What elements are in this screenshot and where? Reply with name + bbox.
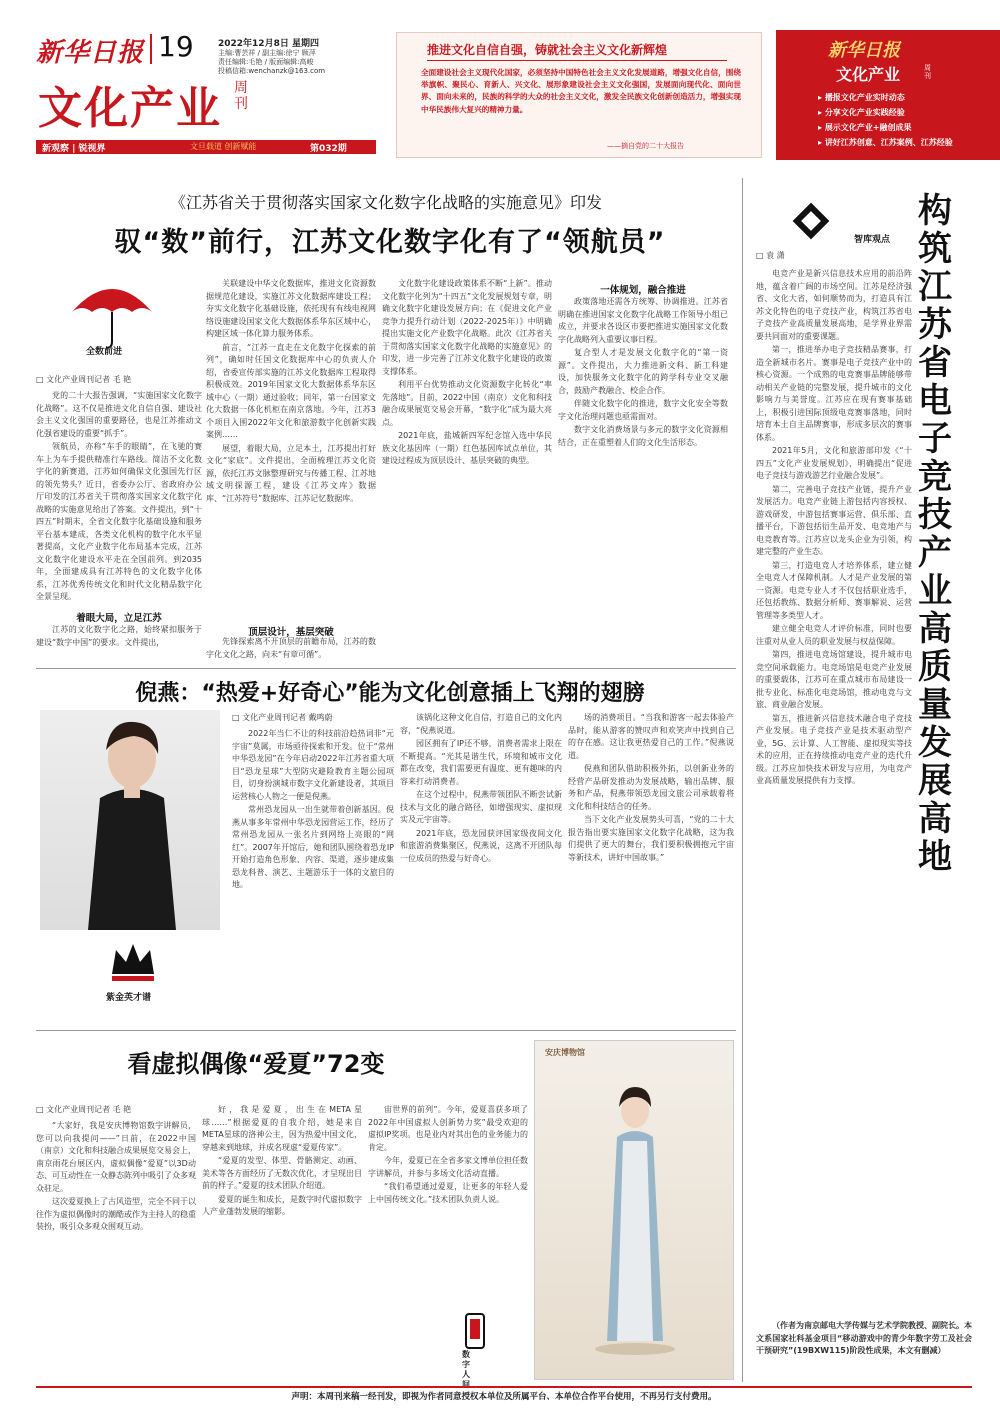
section-bar-left: 新观察 | 锐视界 <box>42 144 106 154</box>
editor-1: 主编:曹芸祥 / 副主编:徐宁 顾萍 <box>218 49 316 57</box>
article2-col1 <box>232 728 394 1020</box>
article3-byline: □ 文化产业周刊记者 毛 艳 <box>36 1105 132 1114</box>
paragraph: 数字文化消费场景与多元的数字文化资源相结合，正在重塑着人们的文化生活形态。 <box>558 425 728 447</box>
article1-col4 <box>558 296 728 662</box>
paragraph: 这次爱夏换上了古风造型，完全不同于以往作为虚拟偶像时的潮酷或作为主持人的稳重装扮，吸引众多观众围观互动。 <box>36 1197 196 1231</box>
article3-col2 <box>202 1104 362 1382</box>
issue-number: 第032期 <box>310 144 347 154</box>
paragraph: 党的二十大报告强调，“实施国家文化数字化战略”。这不仅是推进文化自信自强、建设社会主义文化强国的重要路径，也是江苏推动文化强省建设的重要“抓手”。 <box>36 391 202 438</box>
article1-kicker: 《江苏省关于贯彻落实国家文化数字化战略的实施意见》印发 <box>169 193 602 212</box>
article1-headline: 驭“数”前行，江苏文化数字化有了“领航员” <box>114 227 666 258</box>
section-suffix: 周刊 <box>234 80 248 112</box>
page-number: 19 <box>158 30 194 63</box>
article1-col3 <box>382 278 552 662</box>
paragraph: 该锅化这种文化自信，打造自己的文化内容，“倪燕说道。 <box>400 713 562 735</box>
paragraph: “爱夏的发型、体型、骨骼测定、动画、美术等各方面经历了无数次优化，才呈现出目前的样子。”爱夏的技术团队介绍道。 <box>202 1156 362 1190</box>
paragraph: 第二，完善电子竞技产业链，提升产业发展活力。电竞产业链上游包括内容授权、游戏研发，中游包括赛事运营、俱乐部、直播平台，下游包括衍生品开发、电竞地产与电竞教育等。江苏应以龙头企业为引领，构建完整的产业生态。 <box>756 484 912 556</box>
op-body <box>756 268 912 1308</box>
section-title: 文化产业 <box>38 83 222 134</box>
article1-col1 <box>36 390 202 606</box>
paragraph: 在这个过程中，倪燕带领团队不断尝试新技术与文化的融合路径，如增强现实、虚拟现实及元宇宙等。 <box>400 790 562 824</box>
portrait-photo <box>40 710 220 930</box>
banner-source: ——摘自党的二十大报告 <box>607 142 684 150</box>
promo-item: ▸ 播报文化产业实时动态 <box>818 93 905 102</box>
article2-icon-label: 紫金英才谱 <box>106 993 152 1003</box>
paragraph: 今年，爱夏已在全省多家文博单位担任数字讲解员，并参与多场文化活动直播。 <box>368 1156 528 1178</box>
op-label: 智库观点 <box>854 235 891 245</box>
paragraph: （作者为南京邮电大学传媒与艺术学院教授、副院长。本文系国家社科基金项目“移动游戏中的青少年数字劳工及社会干预研究”(19BXW115)阶段性成果，本文有删减） <box>756 1321 972 1355</box>
paragraph: “大家好，我是安庆博物馆数字讲解员，您可以向我提问——”日前，在2022中国（南京）文化和科技融合成果展览交易会上，南京雨花台展区内，虚拟偶像“爱夏”以3D动态、可互动性在一众静态陈列中吸引了众多观众驻足。 <box>36 1121 196 1193</box>
paragraph: 2021年5月，文化和旅游部印发《“十四五”文化产业发展规划》，明确提出“促进电子竞技与游戏游艺行业融合发展”。 <box>756 446 912 480</box>
paragraph: 2022年当仁不让的科技前沿趋热词非“元宇宙”莫属，市场亟待探索和开发。位于“常州中华恐龙园”在今年启动2022年江苏省重大项目“恐龙星球”大型防灾避险教育主题公园项目，切身扮演城市数字文化新建设者，其项目运营核心人物之一便是倪燕。 <box>232 729 394 801</box>
editor-2: 责任编辑:毛艳 / 版面编辑:高峻 <box>218 58 314 66</box>
paragraph: 常州恐龙园从一出生就带着创新基因。倪燕从事多年常州中华恐龙园营运工作，经历了常州恐龙园从一张名片到网络上亮眼的“网红”。2007年开馆后，她和团队围绕着恐龙IP开始打造角色形象、内容、渠道，逐步建成集恐龙科普、演艺、主题游乐于一体的文旅目的地。 <box>232 805 394 889</box>
article1-subhead-1: 着眼大局，立足江苏 <box>76 613 162 624</box>
banner-headline: 推进文化自信自强，铸就社会主义文化新辉煌 <box>427 43 668 57</box>
banner-quote: 全面建设社会主义现代化国家，必须坚持中国特色社会主义文化发展道路，增强文化自信，围绕举旗帜、聚民心、育新人、兴文化、展形象建设社会主义文化强国，发展面向现代化、面向世界、面向未来的，民族的科学的大众的社会主义文化，激发全民族文化创新创造活力，增强实现中华民族伟大复兴的精神力量。 <box>421 68 741 114</box>
article3-icon-label: 数字人间 <box>462 1350 470 1389</box>
promo-item: ▸ 讲好江苏创意、江苏案例、江苏经验 <box>818 138 953 147</box>
promo-suffix: 周刊 <box>924 64 931 80</box>
paragraph: 当下文化产业发展势头可喜，“党的二十大报告指出要实施国家文化数字化战略，这为我们提供了更大的舞台，我们要积极拥抱元宇宙等新技术，讲好中国故事。” <box>568 815 734 862</box>
paragraph: 关联建设中华文化数据库，推进文化资源数据规范化建设，实施江苏文化数据库建设工程；夯实文化数字化基础设施，依托现有有线电视网络设施建设国家文化大数据体系华东区域中心，构建区域一体化算力服务体系。 <box>206 279 376 338</box>
contact-email: 投稿信箱:wenchanzk@163.com <box>218 67 326 75</box>
paragraph: 2021年底，盐城新四军纪念馆入选中华民族文化基因库（一期）红色基因库试点单位，其建设过程成为顶层设计、基层突破的典型。 <box>382 431 552 465</box>
paragraph: 电竞产业是新兴信息技术应用的前沿阵地，蕴含着广阔的市场空间。江苏是经济强省、文化大省，如何顺势而为，打造具有江苏文化特色的电子竞技产业，构筑江苏省电子竞技产业高质量发展高地，是学界业界需要共同面对的重要课题。 <box>756 269 912 341</box>
paragraph: 2021年底，恐龙园获评国家级夜间文化和旅游消费集聚区，倪燕说，这离不开团队每一位成员的热爱与好奇心。 <box>400 828 562 863</box>
article2-headline: 倪燕：“热爱+好奇心”能为文化创意插上飞翔的翅膀 <box>135 681 645 706</box>
op-headline: 构筑江苏省电子竞技产业高质量发展高地 <box>918 191 952 877</box>
paragraph: 第四，推进电竞场馆建设，提升城市电竞空间承载能力。电竞场馆是电竞产业发展的重要载体，江苏可在重点城市布局建设一批专业化、标准化电竞场馆，推动电竞与文旅、商业融合发展。 <box>756 650 912 709</box>
promo-title: 文化产业 <box>836 65 901 84</box>
article2-byline: □ 文化产业周刊记者 戴鸣蔚 <box>232 713 333 722</box>
paragraph: 好，我是爱夏，出生在META星球……”根据爱夏的自我介绍，她是来自META星球的洛神公主，因为热爱中国文化，穿越来到地球，并成名现虚“爱夏传家”。 <box>202 1105 362 1152</box>
paragraph: 园区拥有了IP还不够，消费者需求上限在不断提高。“光其是谐生代，环境和城市文化都在改变，我们需要更有温度、更有趣味的内容来打动消费者。 <box>400 739 562 786</box>
footer-statement: 声明：本周刊来稿一经刊发，即视为作者同意授权本单位及所属平台、本单位合作平台使用，不再另行支付费用。 <box>291 1392 717 1402</box>
article3-col1 <box>36 1120 196 1382</box>
paragraph: 伴随文化数字化的推进，数字文化安全等数字文化治理问题也亟需面对。 <box>558 399 728 421</box>
crown-icon <box>108 940 158 984</box>
diamond-icon <box>786 196 836 246</box>
article3-headline: 看虚拟偶像“爱夏”72变 <box>127 1050 385 1078</box>
paragraph: 第五，推进新兴信息技术融合电子竞技产业发展。电子竞技产业是技术驱动型产业，5G、云计算、人工智能、虚拟现实等技术的应用，正在持续推动电竞产业的迭代升级。江苏应加快技术研发与应用，为电竞产业高质量发展提供有力支撑。 <box>756 713 912 785</box>
umbrella-icon <box>62 272 162 352</box>
screen-title: 安庆博物馆 <box>545 1048 585 1057</box>
newspaper-logo: 新华日报 <box>36 38 145 68</box>
paragraph: 第三，打造电竞人才培养体系，建立健全电竞人才保障机制。人才是产业发展的第一资源。电竞专业人才不仅包括职业选手，还包括教练、数据分析师、赛事解说、运营管理等多类型人才。 <box>756 560 912 620</box>
masthead-date: 2022年12月8日 星期四 <box>218 39 319 49</box>
section-bar-mid: 文旦载道 创新赋能 <box>190 142 257 151</box>
promo-item: ▸ 分享文化产业实践经验 <box>818 108 905 117</box>
article1-icon-label: 全数前进 <box>86 347 123 357</box>
paragraph: 政策落地还需各方统筹、协调推进。江苏省明确在推进国家文化数字化战略工作领导小组已成立，并要求各设区市要把推进实施国家文化数字化战略列入重要议事日程。 <box>558 297 728 344</box>
virtual-idol-photo <box>534 1040 734 1380</box>
paragraph: 建立健全电竞人才评价标准，同时也要注重对从业人员的职业发展与权益保障。 <box>756 624 912 646</box>
article2-col3 <box>568 712 734 1020</box>
paragraph: “我们希望通过爱夏，让更多的年轻人爱上中国传统文化。”技术团队负责人说。 <box>368 1182 528 1204</box>
paragraph: 先锋探索离不开顶层的前瞻布局，江苏的数字化文化之路，向未“有章可循”。 <box>206 637 376 659</box>
article1-subhead-3: 一体规划，融合推进 <box>600 285 686 296</box>
article1-col2b <box>206 636 376 662</box>
op-author-note <box>756 1320 972 1376</box>
paragraph: 展望，着眼大局，立足本土，江苏提出打好文化“家底”。文件提出，全面梳理江苏文化资源，依托江苏文脉整理研究与传播工程、江苏地域文明探源工程，建设《江苏文库》数据库、“江苏符号”数据库、江苏记忆数据库。 <box>206 443 376 503</box>
promo-item: ▸ 展示文化产业+融创成果 <box>818 123 912 132</box>
promo-logo: 新华日报 <box>828 40 900 61</box>
paragraph: 第一，推进举办电子竞技精品赛事，打造全新城市名片。赛事是电子竞技产业中的核心资源。一个成熟的电竞赛事品牌能够带动相关产业链的完整发展，提升城市的文化影响力与美誉度。江苏应在现有赛事基础上，积极引进国际顶级电竞赛事落地，同时培育本土自主品牌赛事，形成多层次的赛事体系。 <box>756 345 912 442</box>
phone-icon <box>460 1312 490 1352</box>
paragraph: 领航员，亦称“车手的眼睛”，在飞驰的赛车上为车手提供精准行车路线。简洁不文化数字化的新赛道，江苏如何确保文化强国先行区的领先势头？近日，省委办公厅、省政府办公厅印发的江苏省关于贯彻落实国家文化数字化战略的实施意见给出了答案。文件提出，到“十四五”时期末，全省文化数字化基础设施和服务平台基本建成，各类文化机构的数字化水平显著提高，文化产业数字化布局基本完成，江苏文化数字化建设水平走在全国前列。到2035年，全面建成具有江苏特色的文化数字化体系，江苏优秀传统文化和时代文化精品数字化全景呈现。 <box>36 442 202 601</box>
article1-col2 <box>206 278 376 620</box>
op-byline: □ 袁 潇 <box>756 251 785 260</box>
party-banner <box>396 32 762 158</box>
paragraph: 倪燕和团队借助积极外拓，以创新业务的经营产品研发推动为发展战略，输出品牌、服务和产品，倪燕带领恐龙园文旅公司承载着将文化和科技结合的任务。 <box>568 764 734 811</box>
footer-bar <box>36 1386 972 1402</box>
article2-col2 <box>400 712 562 1020</box>
article3-col3 <box>368 1104 528 1382</box>
article1-byline: □ 文化产业周刊记者 毛 艳 <box>36 375 132 384</box>
paragraph: 前言，“江苏一直走在文化数字化探索的前列”，确如时任国文化数据库中心的负责人介绍，省委宣传部实施的江苏文化数据库工程取得积极成效。2019年国家文化大数据体系华东区域中心（一期）通过验收；同年，第一台国家文化大数据一体化机柜在南京落地。今年，江苏3个项目入围2022年文化和旅游数字化创新实践案例…… <box>206 342 376 439</box>
paragraph: 宙世界的前列”。今年，爱夏喜获多项了2022年中国虚拟人创新势力奖”最受欢迎的虚拟IP奖项。也是业内对其出色的业务能力的肯定。 <box>368 1105 528 1152</box>
promo-box <box>776 30 1000 160</box>
article1-subhead-2: 顶层设计，基层突破 <box>248 627 334 638</box>
paragraph: 复合型人才是发展文化数字化的“第一资源”。文件提出，大力推进新文科、新工科建设，加快服务文化数字化的跨学科专业交叉融合，鼓励产教融合、校企合作。 <box>558 348 728 395</box>
article1-col1b <box>36 624 202 650</box>
paragraph: 文化数字化建设政策体系不断“上新”。推动文化数字化列为“十四五”文化发展规划专章，明确文化数字化建设发展方向；在《促进文化产业竞争力提升行动计划（2022-2025年）》中明确提出实施文化产业数字化战略。此次《江苏省关于贯彻落实国家文化数字化战略的实施意见》的印发，进一步完善了江苏文化数字化建设的政策支撑体系。 <box>382 279 552 376</box>
paragraph: 江苏的文化数字化之路，始终紧扣服务于建设“数字中国”的要求。文件提出， <box>36 625 202 647</box>
paragraph: 爱夏的诞生和成长，是数字时代虚拟数字人产业蓬勃发展的缩影。 <box>202 1194 362 1216</box>
paragraph: 场的消费项目。“当我和游客一起去体验产品时，能从游客的赞叹声和欢笑声中找到自己的存在感。这让我更热爱自己的工作。”倪燕说道。 <box>568 713 734 760</box>
paragraph: 利用平台优势推动文化资源数字化转化“率先落地”。目前，2022中国（南京）文化和科技融合成果展览交易会开幕，“数字化”成为最大亮点。 <box>382 380 552 427</box>
